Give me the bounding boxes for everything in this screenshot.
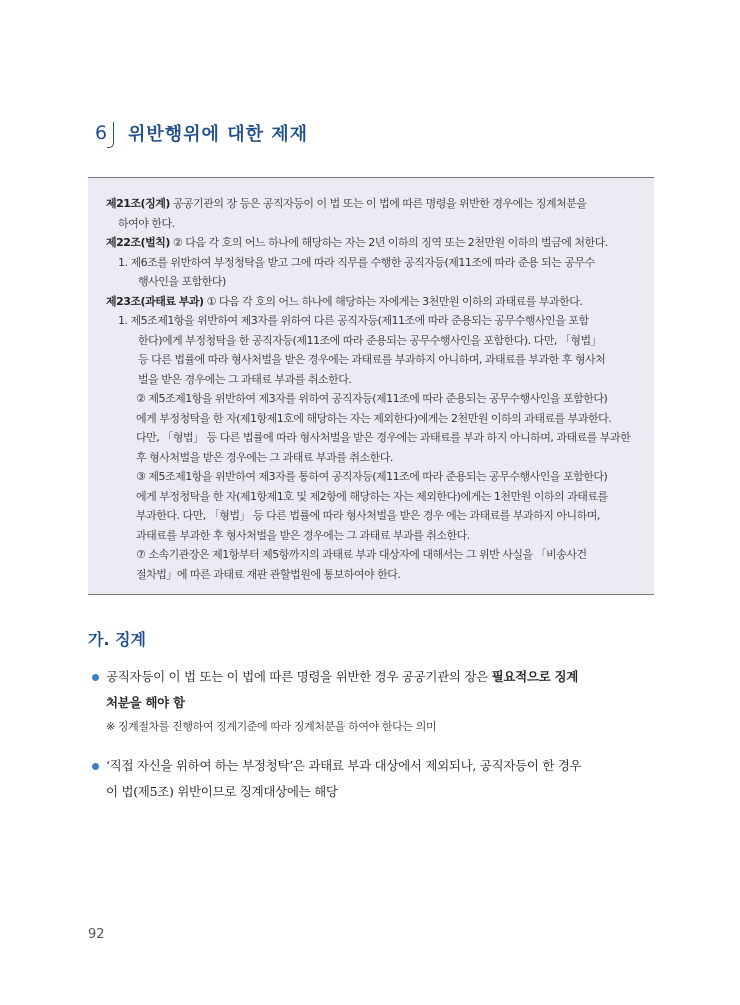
bullet-dot-icon <box>92 763 99 770</box>
bullet-item-self-request <box>92 753 662 805</box>
bullet-1-bold-1: 필요적으로 징계 <box>491 669 579 684</box>
article-23-para7-line2: 절차법」에 따른 과태료 재판 관할법원에 통보하여야 한다. <box>136 567 401 581</box>
bullet-dot-icon <box>92 674 99 681</box>
note-text: ※ 징계절차를 진행하여 징계기준에 따라 징계처분을 하여야 한다는 의미 <box>106 720 437 733</box>
article-23-title: 제23조(과태료 부과) <box>106 294 204 308</box>
bullet-text <box>92 753 662 805</box>
page-number: 92 <box>88 927 105 942</box>
bullet-text <box>92 664 662 716</box>
bullet-2-line-2: 이 법(제5조) 위반이므로 징계대상에는 해당 <box>106 784 338 799</box>
article-23-para2-line1: ② 제5조제1항을 위반하여 제3자를 위하여 공직자등(제11조에 따라 준용되는 공무수행사인을 포함한다) <box>136 392 608 405</box>
article-23-para2-line4: 후 형사처벌을 받은 경우에는 그 과태료 부과를 취소한다. <box>136 450 393 464</box>
bullet-2-line-1: ‘직접 자신을 위하여 하는 부정청탁’은 과태료 부과 대상에서 제외되나, 공직자등이 한 경우 <box>106 758 582 773</box>
article-23-text: ① 다음 각 호의 어느 하나에 해당하는 자에게는 3천만원 이하의 과태료를 부과한다. <box>203 294 583 308</box>
article-22-title: 제22조(벌칙) <box>106 236 170 249</box>
article-22-item1-line1: 1. 제6조를 위반하여 부정청탁을 받고 그에 따라 직무를 수행한 공직자등(제11조에 따라 준용 되는 공무수 <box>118 255 595 269</box>
section-number: 6 <box>88 120 114 146</box>
article-23-para3-line1: ③ 제5조제1항을 위반하여 제3자를 통하여 공직자등(제11조에 따라 준용되는 공무수행사인을 포함한다) <box>136 470 608 483</box>
article-23-para7-line1: ⑦ 소속기관장은 제1항부터 제5항까지의 과태료 부과 대상자에 대해서는 그 위반 사실을 「비송사건 <box>136 548 587 561</box>
bullet-1-text: 공직자등이 이 법 또는 이 법에 따른 명령을 위반한 경우 공공기관의 장은 <box>106 669 492 684</box>
article-22-item1-line2: 행사인을 포함한다) <box>138 275 226 288</box>
article-23-item1-line1: 1. 제5조제1항을 위반하여 제3자를 위하여 다른 공직자등(제11조에 따라 준용되는 공무수행사인을 포함 <box>118 314 589 327</box>
article-21-line2: 하여야 한다. <box>118 216 175 230</box>
article-23-para3-line2: 에게 부정청탁을 한 자(제1항제1호 및 제2항에 해당하는 자는 제외한다)에게는 1천만원 이하의 과태료를 <box>136 489 608 503</box>
article-23-item1-line2: 한다)에게 부정청탁을 한 공직자등(제11조에 따라 준용되는 공무수행사인을 포함한다). 다만, 「형법」 <box>138 333 602 347</box>
article-21-title: 제21조(징계) <box>106 197 170 210</box>
article-21-text: 공공기관의 장 등은 공직자등이 이 법 또는 이 법에 따른 명령을 위반한 경우에는 징계처분을 <box>169 197 587 210</box>
article-23-item1-line3: 등 다른 법률에 따라 형사처벌을 받은 경우에는 과태료를 부과하지 아니하며, 과태료를 부과한 후 형사처 <box>138 353 606 366</box>
section-title: 위반행위에 대한 제재 <box>128 124 309 145</box>
article-23-item1-line4: 벌을 받은 경우에는 그 과태료 부과를 취소한다. <box>138 372 352 386</box>
article-22-text: ② 다음 각 호의 어느 하나에 해당하는 자는 2년 이하의 징역 또는 2천만원 이하의 벌금에 처한다. <box>169 236 608 249</box>
subsection-title: 가. 징계 <box>88 630 147 649</box>
article-23-para3-line3: 부과한다. 다만, 「형법」 등 다른 법률에 따라 형사처벌을 받은 경우 에는 과태료를 부과하지 아니하며, <box>136 509 600 522</box>
bullet-1-bold-2: 처분을 해야 함 <box>106 695 185 710</box>
article-23-line1 <box>106 292 636 312</box>
article-21-line1 <box>106 194 636 214</box>
law-excerpt-box <box>88 177 654 595</box>
article-23-para2-line2: 에게 부정청탁을 한 자(제1항제1호에 해당하는 자는 제외한다)에게는 2천만원 이하의 과태료를 부과한다. <box>136 411 612 425</box>
article-23-para3-line4: 과태료를 부과한 후 형사처벌을 받은 경우에는 그 과태료 부과를 취소한다. <box>136 528 470 542</box>
article-22-line1 <box>106 233 636 253</box>
bullet-item-discipline <box>92 664 662 716</box>
section-header <box>88 118 308 148</box>
article-23-para2-line3: 다만, 「형법」 등 다른 법률에 따라 형사처벌을 받은 경우에는 과태료를 부과 하지 아니하며, 과태료를 부과한 <box>136 431 631 444</box>
